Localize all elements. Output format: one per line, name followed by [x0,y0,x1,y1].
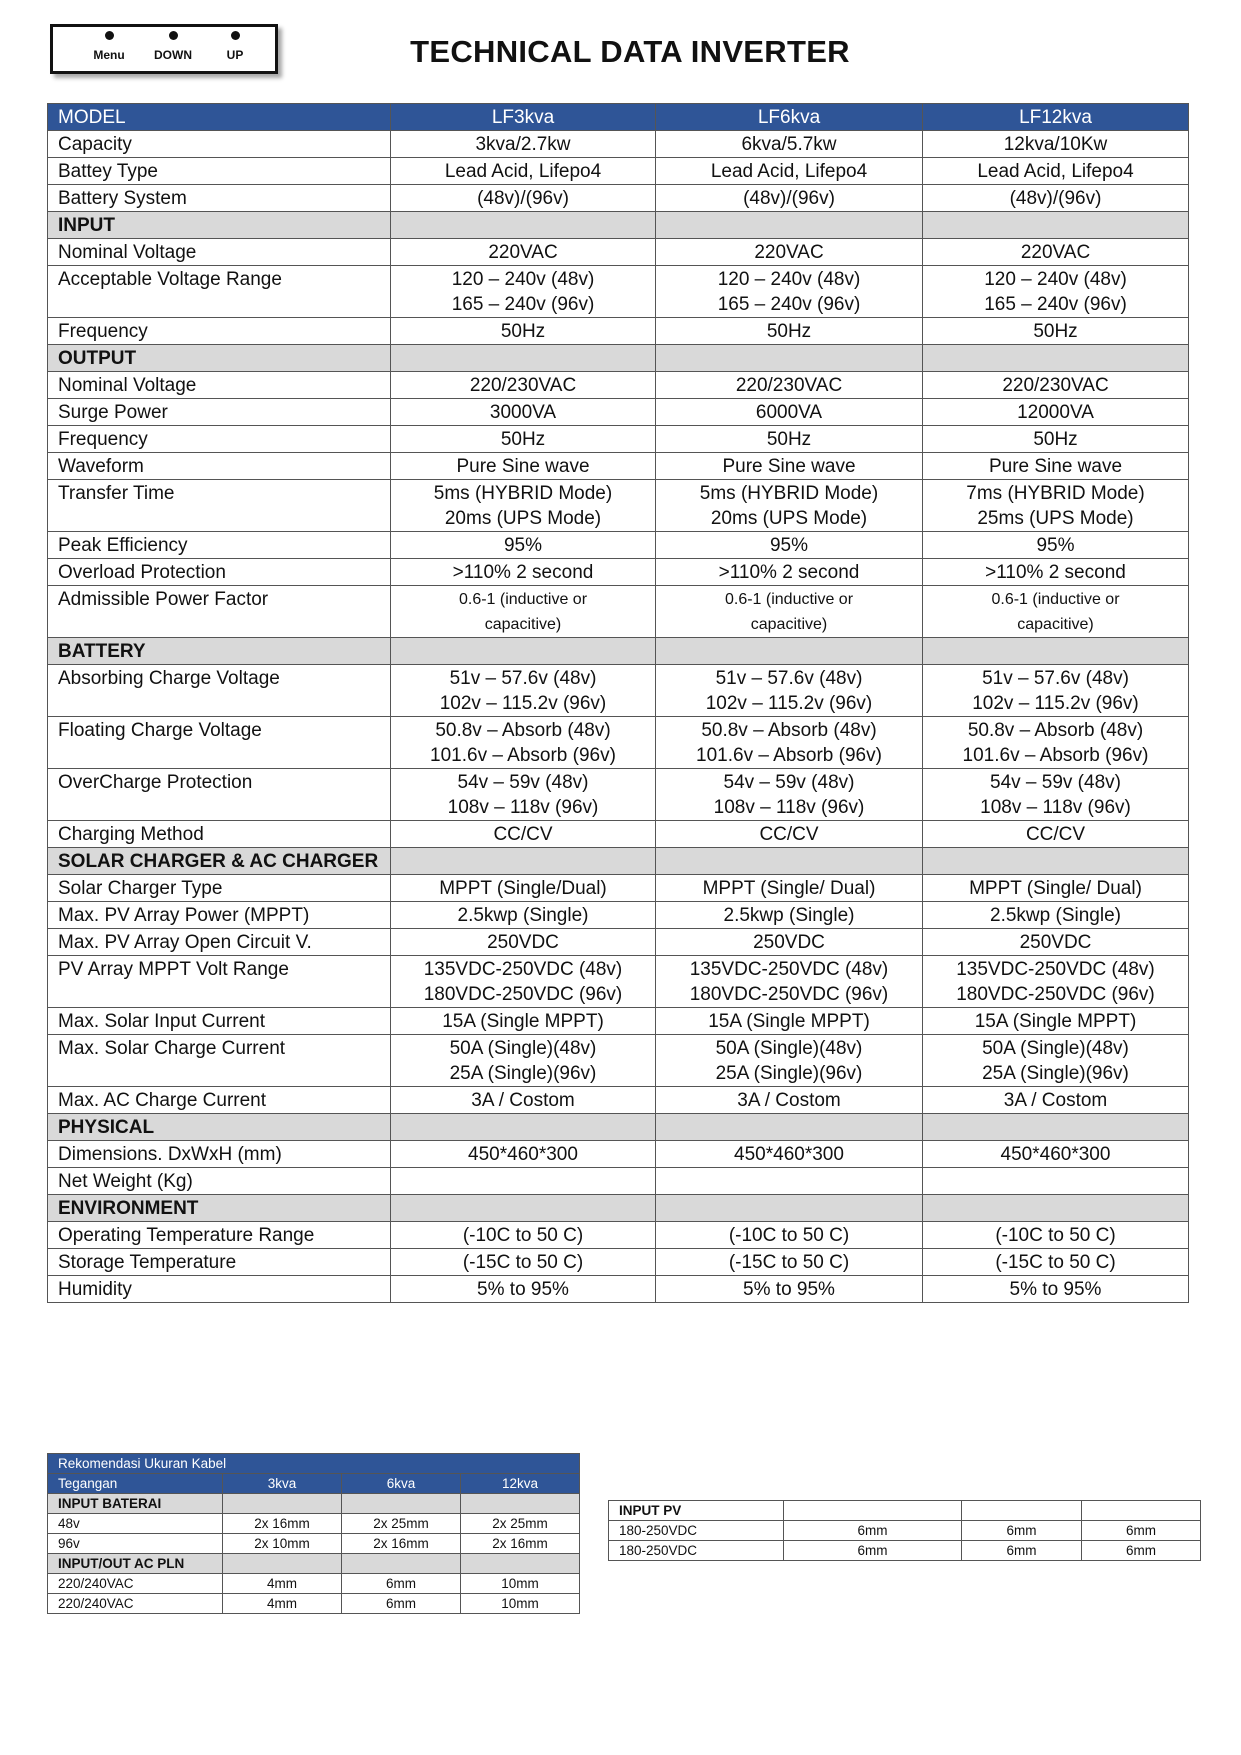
value-cell: (-15C to 50 C) [391,1249,656,1276]
value-line: 180VDC-250VDC (96v) [689,984,889,1005]
value-cell: 5% to 95% [391,1276,656,1303]
value-line: 5ms (HYBRID Mode) [699,483,879,504]
value-cell: 250VDC [391,929,656,956]
value-cell: (-10C to 50 C) [391,1222,656,1249]
table-row [48,1008,1189,1035]
value-line: 0.6-1 (inductive or [724,591,854,608]
row-label: Nominal Voltage [48,239,391,266]
table-row [48,929,1189,956]
value-line: 102v – 115.2v (96v) [439,693,607,714]
row-label: Max. Solar Charge Current [48,1035,391,1087]
value-line: 101.6v – Absorb (96v) [962,745,1149,766]
table-row [48,665,1189,717]
value-line: 20ms (UPS Mode) [710,508,868,529]
table-row [48,453,1189,480]
up-button [197,31,273,62]
value-cell [923,665,1189,717]
value-cell [923,266,1189,318]
empty-cell [391,345,656,372]
value-cell: 2x 16mm [342,1534,461,1554]
section-label: SOLAR CHARGER & AC CHARGER [48,848,391,875]
value-line: 108v – 118v (96v) [447,797,599,818]
value-cell: 2.5kwp (Single) [923,902,1189,929]
model-name: LF6kva [656,104,923,131]
row-label: Max. Solar Input Current [48,1008,391,1035]
empty-cell [923,1195,1189,1222]
value-line: 135VDC-250VDC (48v) [689,959,889,980]
value-cell: 6kva [342,1474,461,1494]
value-cell: MPPT (Single/Dual) [391,875,656,902]
value-line: 51v – 57.6v (48v) [715,668,863,689]
value-cell: 450*460*300 [656,1141,923,1168]
value-cell [923,1035,1189,1087]
value-line: capacitive) [1017,616,1094,633]
value-line: 50A (Single)(48v) [449,1038,597,1059]
value-cell [923,769,1189,821]
value-line: 50.8v – Absorb (48v) [967,720,1144,741]
value-cell: 50Hz [391,318,656,345]
value-cell: 50Hz [923,426,1189,453]
value-cell: >110% 2 second [923,559,1189,586]
value-cell: (-15C to 50 C) [656,1249,923,1276]
table-row [48,1574,580,1594]
section-label: INPUT/OUT AC PLN [48,1554,223,1574]
value-cell: 95% [656,532,923,559]
row-label: 96v [48,1534,223,1554]
value-cell: 6mm [962,1541,1082,1561]
value-cell: Pure Sine wave [391,453,656,480]
row-label: Battery System [48,185,391,212]
cable-title: Rekomendasi Ukuran Kabel [48,1454,580,1474]
table-row [48,266,1189,318]
value-line: 7ms (HYBRID Mode) [966,483,1145,504]
value-cell: 220/230VAC [391,372,656,399]
cable-title-row [48,1454,580,1474]
section-label: INPUT BATERAI [48,1494,223,1514]
row-label: Capacity [48,131,391,158]
value-cell: MPPT (Single/ Dual) [656,875,923,902]
value-cell: 6mm [1082,1541,1201,1561]
menu-label: Menu [93,48,125,62]
value-line: 25A (Single)(96v) [449,1063,597,1084]
empty-cell [391,212,656,239]
value-line: 50A (Single)(48v) [982,1038,1129,1059]
empty-cell [391,1114,656,1141]
table-row [48,1168,1189,1195]
value-line: 25A (Single)(96v) [982,1063,1129,1084]
table-row [48,875,1189,902]
table-row [48,1087,1189,1114]
value-cell: 6mm [342,1574,461,1594]
row-label: Floating Charge Voltage [48,717,391,769]
value-line: 120 – 240v (48v) [451,269,595,290]
value-cell: 10mm [461,1594,580,1614]
empty-cell [656,345,923,372]
value-cell: 2x 16mm [223,1514,342,1534]
value-cell: 4mm [223,1574,342,1594]
row-label: Peak Efficiency [48,532,391,559]
table-row [48,717,1189,769]
value-cell: 3A / Costom [656,1087,923,1114]
empty-cell [342,1554,461,1574]
pv-table [608,1500,1201,1561]
up-label: UP [226,48,244,62]
row-label: 48v [48,1514,223,1534]
empty-cell [656,1195,923,1222]
empty-cell [342,1494,461,1514]
row-label: 220/240VAC [48,1574,223,1594]
value-cell [391,1168,656,1195]
empty-cell [656,212,923,239]
value-cell: 220VAC [656,239,923,266]
section-row [48,1554,580,1574]
value-cell: (48v)/(96v) [923,185,1189,212]
value-line: 50.8v – Absorb (48v) [701,720,877,741]
value-line: 165 – 240v (96v) [717,294,861,315]
table-row [48,1276,1189,1303]
row-label: Max. PV Array Open Circuit V. [48,929,391,956]
value-cell [923,480,1189,532]
value-cell [656,1035,923,1087]
row-label: Charging Method [48,821,391,848]
table-row [48,185,1189,212]
down-label: DOWN [154,48,192,62]
value-cell: 2x 16mm [461,1534,580,1554]
value-cell: Lead Acid, Lifepo4 [391,158,656,185]
value-cell: 2x 25mm [342,1514,461,1534]
value-line: 20ms (UPS Mode) [444,508,602,529]
empty-cell [223,1494,342,1514]
model-name: LF12kva [923,104,1189,131]
empty-cell [923,1114,1189,1141]
table-row [48,372,1189,399]
value-cell: 50Hz [391,426,656,453]
value-line: 5ms (HYBRID Mode) [433,483,613,504]
value-line: capacitive) [484,616,562,633]
section-row [48,345,1189,372]
value-cell: 6mm [962,1521,1082,1541]
section-label: OUTPUT [48,345,391,372]
table-row [48,956,1189,1008]
value-cell: 10mm [461,1574,580,1594]
value-cell [391,769,656,821]
value-line: 101.6v – Absorb (96v) [696,745,882,766]
row-label: Dimensions. DxWxH (mm) [48,1141,391,1168]
value-line: 0.6-1 (inductive or [991,591,1120,608]
value-line: 102v – 115.2v (96v) [705,693,873,714]
empty-cell [784,1501,962,1521]
section-label: INPUT PV [609,1501,784,1521]
table-row [48,532,1189,559]
value-cell: 220/230VAC [923,372,1189,399]
value-cell: 250VDC [923,929,1189,956]
value-cell: 450*460*300 [923,1141,1189,1168]
row-label: Admissible Power Factor [48,586,391,638]
value-cell: 6mm [784,1521,962,1541]
value-line: 51v – 57.6v (48v) [982,668,1129,689]
value-cell: 3kva/2.7kw [391,131,656,158]
row-label: Storage Temperature [48,1249,391,1276]
value-cell: CC/CV [923,821,1189,848]
row-label: PV Array MPPT Volt Range [48,956,391,1008]
section-row [48,638,1189,665]
value-cell: 2.5kwp (Single) [656,902,923,929]
value-cell: 12kva/10Kw [923,131,1189,158]
value-cell: 12000VA [923,399,1189,426]
value-cell: 95% [391,532,656,559]
model-name: LF3kva [391,104,656,131]
row-label: Frequency [48,426,391,453]
value-cell: 6mm [784,1541,962,1561]
value-cell: 250VDC [656,929,923,956]
value-cell [656,956,923,1008]
spec-table [47,103,1189,1303]
table-row [48,1222,1189,1249]
value-cell: 15A (Single MPPT) [391,1008,656,1035]
row-label: Operating Temperature Range [48,1222,391,1249]
row-label: Max. AC Charge Current [48,1087,391,1114]
section-label: INPUT [48,212,391,239]
table-row [48,821,1189,848]
empty-cell [391,848,656,875]
value-cell: 2x 10mm [223,1534,342,1554]
value-cell: 3A / Costom [923,1087,1189,1114]
empty-cell [656,848,923,875]
value-line: 120 – 240v (48v) [717,269,861,290]
value-cell: (48v)/(96v) [656,185,923,212]
value-cell: 6mm [342,1594,461,1614]
value-cell: Pure Sine wave [923,453,1189,480]
value-cell: 50Hz [923,318,1189,345]
section-row [48,1114,1189,1141]
section-label: PHYSICAL [48,1114,391,1141]
value-cell [391,956,656,1008]
section-label: ENVIRONMENT [48,1195,391,1222]
row-label: Net Weight (Kg) [48,1168,391,1195]
section-row [609,1501,1201,1521]
table-row [48,239,1189,266]
value-line: 54v – 59v (48v) [457,772,589,793]
up-dot-icon [231,31,240,40]
value-cell: CC/CV [656,821,923,848]
value-cell [391,717,656,769]
value-line: 0.6-1 (inductive or [458,591,588,608]
value-cell: Lead Acid, Lifepo4 [656,158,923,185]
empty-cell [923,212,1189,239]
value-cell: (-15C to 50 C) [923,1249,1189,1276]
page-title: TECHNICAL DATA INVERTER [410,34,850,69]
value-cell: >110% 2 second [656,559,923,586]
menu-dot-icon [105,31,114,40]
value-cell: 2.5kwp (Single) [391,902,656,929]
value-line: 102v – 115.2v (96v) [972,693,1139,714]
empty-cell [391,1195,656,1222]
header-row [48,1474,580,1494]
value-cell [656,665,923,717]
value-cell: 220/230VAC [656,372,923,399]
table-row [48,559,1189,586]
empty-cell [461,1494,580,1514]
value-cell: 220VAC [923,239,1189,266]
row-label: Surge Power [48,399,391,426]
value-cell [391,480,656,532]
value-cell: 5% to 95% [656,1276,923,1303]
value-line: 180VDC-250VDC (96v) [956,984,1155,1005]
table-row [609,1521,1201,1541]
value-line: 120 – 240v (48v) [984,269,1127,290]
value-cell: 3000VA [391,399,656,426]
value-cell: 50Hz [656,426,923,453]
value-cell: 50Hz [656,318,923,345]
value-cell: 6kva/5.7kw [656,131,923,158]
value-cell [391,266,656,318]
value-cell [656,480,923,532]
table-row [48,1534,580,1554]
value-cell: Pure Sine wave [656,453,923,480]
value-line: capacitive) [750,616,828,633]
value-cell: 15A (Single MPPT) [923,1008,1189,1035]
table-row [48,480,1189,532]
row-label: Humidity [48,1276,391,1303]
row-label: 220/240VAC [48,1594,223,1614]
table-row [48,1594,580,1614]
table-row [48,1035,1189,1087]
cable-table [47,1453,580,1614]
value-cell [391,665,656,717]
empty-cell [923,345,1189,372]
value-line: 108v – 118v (96v) [713,797,865,818]
value-cell [391,586,656,638]
value-line: 54v – 59v (48v) [723,772,855,793]
empty-cell [391,638,656,665]
table-row [48,131,1189,158]
value-cell [923,1168,1189,1195]
table-row [48,902,1189,929]
value-cell: 3kva [223,1474,342,1494]
value-cell [656,769,923,821]
row-label: Nominal Voltage [48,372,391,399]
value-cell [656,266,923,318]
value-line: 165 – 240v (96v) [451,294,595,315]
value-cell: 2x 25mm [461,1514,580,1534]
value-cell: 95% [923,532,1189,559]
value-line: 25ms (UPS Mode) [977,508,1134,529]
empty-cell [223,1554,342,1574]
value-cell [656,586,923,638]
table-row [48,318,1189,345]
value-cell [656,717,923,769]
value-cell: 4mm [223,1594,342,1614]
empty-cell [962,1501,1082,1521]
value-line: 25A (Single)(96v) [715,1063,863,1084]
row-label: Frequency [48,318,391,345]
section-label: BATTERY [48,638,391,665]
value-line: 50A (Single)(48v) [715,1038,863,1059]
value-cell: MPPT (Single/ Dual) [923,875,1189,902]
value-cell: 6mm [1082,1521,1201,1541]
value-cell: (48v)/(96v) [391,185,656,212]
row-label: Overload Protection [48,559,391,586]
table-row [48,586,1189,638]
row-label: Absorbing Charge Voltage [48,665,391,717]
value-cell [923,586,1189,638]
row-label: 180-250VDC [609,1541,784,1561]
row-label: Tegangan [48,1474,223,1494]
table-row [48,769,1189,821]
row-label: Acceptable Voltage Range [48,266,391,318]
value-line: 51v – 57.6v (48v) [449,668,597,689]
value-line: 101.6v – Absorb (96v) [430,745,616,766]
empty-cell [461,1554,580,1574]
model-header-row [48,104,1189,131]
table-row [48,1249,1189,1276]
value-line: 135VDC-250VDC (48v) [423,959,623,980]
row-label: Max. PV Array Power (MPPT) [48,902,391,929]
value-line: 108v – 118v (96v) [980,797,1131,818]
value-cell [656,1168,923,1195]
model-label: MODEL [48,104,391,131]
empty-cell [656,1114,923,1141]
row-label: Solar Charger Type [48,875,391,902]
value-cell [923,956,1189,1008]
value-cell: 3A / Costom [391,1087,656,1114]
value-cell: 6000VA [656,399,923,426]
value-cell [391,1035,656,1087]
empty-cell [1082,1501,1201,1521]
row-label: OverCharge Protection [48,769,391,821]
row-label: Transfer Time [48,480,391,532]
value-line: 180VDC-250VDC (96v) [423,984,623,1005]
empty-cell [923,848,1189,875]
value-cell: Lead Acid, Lifepo4 [923,158,1189,185]
value-cell: (-10C to 50 C) [656,1222,923,1249]
value-cell: 5% to 95% [923,1276,1189,1303]
row-label: 180-250VDC [609,1521,784,1541]
row-label: Battey Type [48,158,391,185]
table-row [48,1141,1189,1168]
value-cell [923,717,1189,769]
value-line: 50.8v – Absorb (48v) [435,720,611,741]
value-cell: (-10C to 50 C) [923,1222,1189,1249]
value-cell: 15A (Single MPPT) [656,1008,923,1035]
section-row [48,212,1189,239]
table-row [48,1514,580,1534]
empty-cell [923,638,1189,665]
value-line: 135VDC-250VDC (48v) [956,959,1155,980]
section-row [48,1494,580,1514]
table-row [48,399,1189,426]
value-cell: 220VAC [391,239,656,266]
value-line: 165 – 240v (96v) [984,294,1127,315]
row-label: Waveform [48,453,391,480]
down-dot-icon [169,31,178,40]
control-panel [50,24,278,74]
value-cell: CC/CV [391,821,656,848]
value-line: 54v – 59v (48v) [990,772,1121,793]
section-row [48,1195,1189,1222]
empty-cell [656,638,923,665]
value-cell: >110% 2 second [391,559,656,586]
value-cell: 12kva [461,1474,580,1494]
table-row [609,1541,1201,1561]
table-row [48,158,1189,185]
section-row [48,848,1189,875]
table-row [48,426,1189,453]
value-cell: 450*460*300 [391,1141,656,1168]
